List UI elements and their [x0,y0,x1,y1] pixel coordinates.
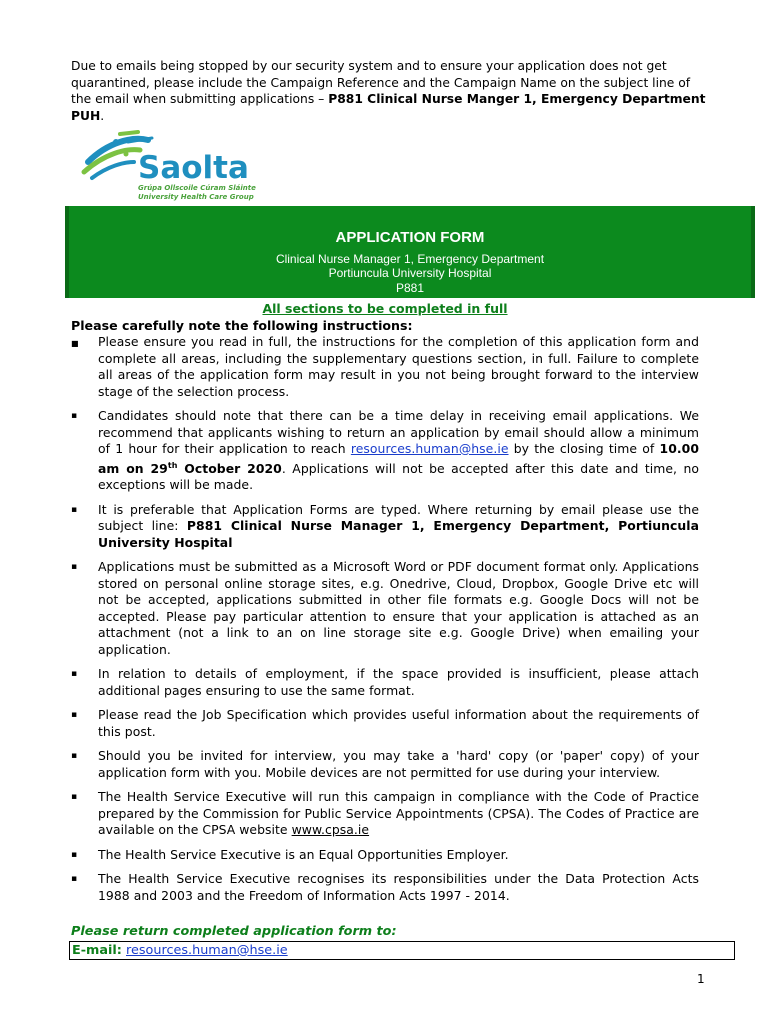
logo-line2: University Health Care Group [138,193,254,201]
list-item [71,748,699,781]
banner-post-title: Clinical Nurse Manager 1, Emergency Department [275,252,545,266]
intro-campaign-ref: P881 Clinical Nurse Manger 1, Emergency Department PUH [71,92,706,123]
return-email-box [69,941,735,960]
instruction-text: The Health Service Executive is an Equal Opportunities Employer. [98,846,509,862]
email-link[interactable]: resources.human@hse.ie [350,441,509,456]
instruction-text: The Health Service Executive will run this campaign in compliance with the Code of Practice prepared by the Commission for Public Service Appointments (CPSA). The Codes of Practice are available on the CPSA website [98,789,699,838]
required-note: All sections to be completed in full [262,301,508,316]
return-email-link[interactable]: resources.human@hse.ie [126,943,288,958]
list-item [71,847,699,864]
return-note: Please return completed application form to: [71,924,397,939]
bullet-icon: ▪ [71,710,78,721]
banner-hospital: Portiuncula University Hospital [328,266,492,280]
closing-date: October 2020 [177,460,282,476]
logo-wordmark: Saolta [138,150,249,186]
saolta-logo [78,128,278,206]
instruction-text: In relation to details of employment, if the space provided is insufficient, please attach additional pages ensuring to use the same format. [98,666,699,698]
bullet-icon: ▪ [71,504,78,515]
closing-time: 10.00 am on 29 [98,441,699,476]
bullet-icon: ▪ [71,669,78,680]
instruction-text: The Health Service Executive recognises its responsibilities under the Data Protection Acts 1988 and 2003 and the Freedom of Information Acts 1997 - 2014. [98,871,699,903]
bullet-icon: ▪ [71,411,78,421]
list-item [71,502,699,552]
intro-text: Due to emails being stopped by our security system and to ensure your application does not get quarantined, please include the Campaign Reference and the Campaign Name on the subject line of the email when submitting applications – [71,59,691,106]
bullet-icon: ▪ [71,751,78,762]
application-form-banner [65,206,755,298]
bullet-icon: ▪ [71,874,78,885]
page-number: 1 [697,972,705,986]
list-item [71,666,699,699]
intro-end: . [100,108,105,123]
square-bullet-icon: ■ [71,339,79,348]
intro-paragraph [71,58,711,124]
list-item [71,871,699,904]
banner-title: APPLICATION FORM [335,229,485,246]
list-item [71,789,699,839]
date-suffix: th [167,460,178,470]
email-label: E-mail: [72,943,122,958]
instructions-list [71,334,699,912]
instruction-text: Candidates should note that there can be a time delay in receiving email applications. We recommend that applicants wishing to return an application by email should allow a minimum of 1 hour for their application to reach [98,408,699,456]
instruction-text: Please ensure you read in full, the instructions for the completion of this application form and complete all areas, including the supplementary questions section, in full. Failure to complete all areas of the application form may result in you not being brought forward to the interview stage of the selection process. [98,334,699,399]
list-item [71,334,699,400]
subject-line: P881 Clinical Nurse Manager 1, Emergency Department, Portiuncula University Hospital [98,518,699,550]
instruction-text: Applications must be submitted as a Microsoft Word or PDF document format only. Applications stored on personal online storage sites, e.g. Onedrive, Cloud, Dropbox, Google Drive etc will not be accepted, applications submitted in other file formats e.g. Google Docs will not be accepted. Please pay particular attention to ensure that your application is attached as an attachment (not a link to an on line storage site e.g. Google Drive) when emailing your application. [98,559,699,657]
bullet-icon: ▪ [71,562,78,573]
bullet-icon: ▪ [71,849,78,860]
bullet-icon: ▪ [71,792,78,803]
instruction-text: Please read the Job Specification which provides useful information about the requirements of this post. [98,707,699,739]
banner-campaign-ref: P881 [395,281,425,295]
instruction-text: Should you be invited for interview, you may take a 'hard' copy (or 'paper' copy) of your application form with you. Mobile devices are not permitted for use during your interview. [98,748,699,780]
instruction-text: . Applications will not be accepted after this date and time, no exceptions will be made. [98,460,699,493]
instruction-text: It is preferable that Application Forms are typed. Where returning by email please use the subject line: [98,501,699,534]
logo-line1: Grúpa Ollscoile Cúram Sláinte [138,184,256,192]
list-item [71,707,699,740]
list-item [71,559,699,658]
cpsa-website-link[interactable]: www.cpsa.ie [291,822,370,838]
list-item [71,408,699,494]
instructions-heading: Please carefully note the following instructions: [71,318,413,333]
instruction-text: by the closing time of [508,441,660,456]
